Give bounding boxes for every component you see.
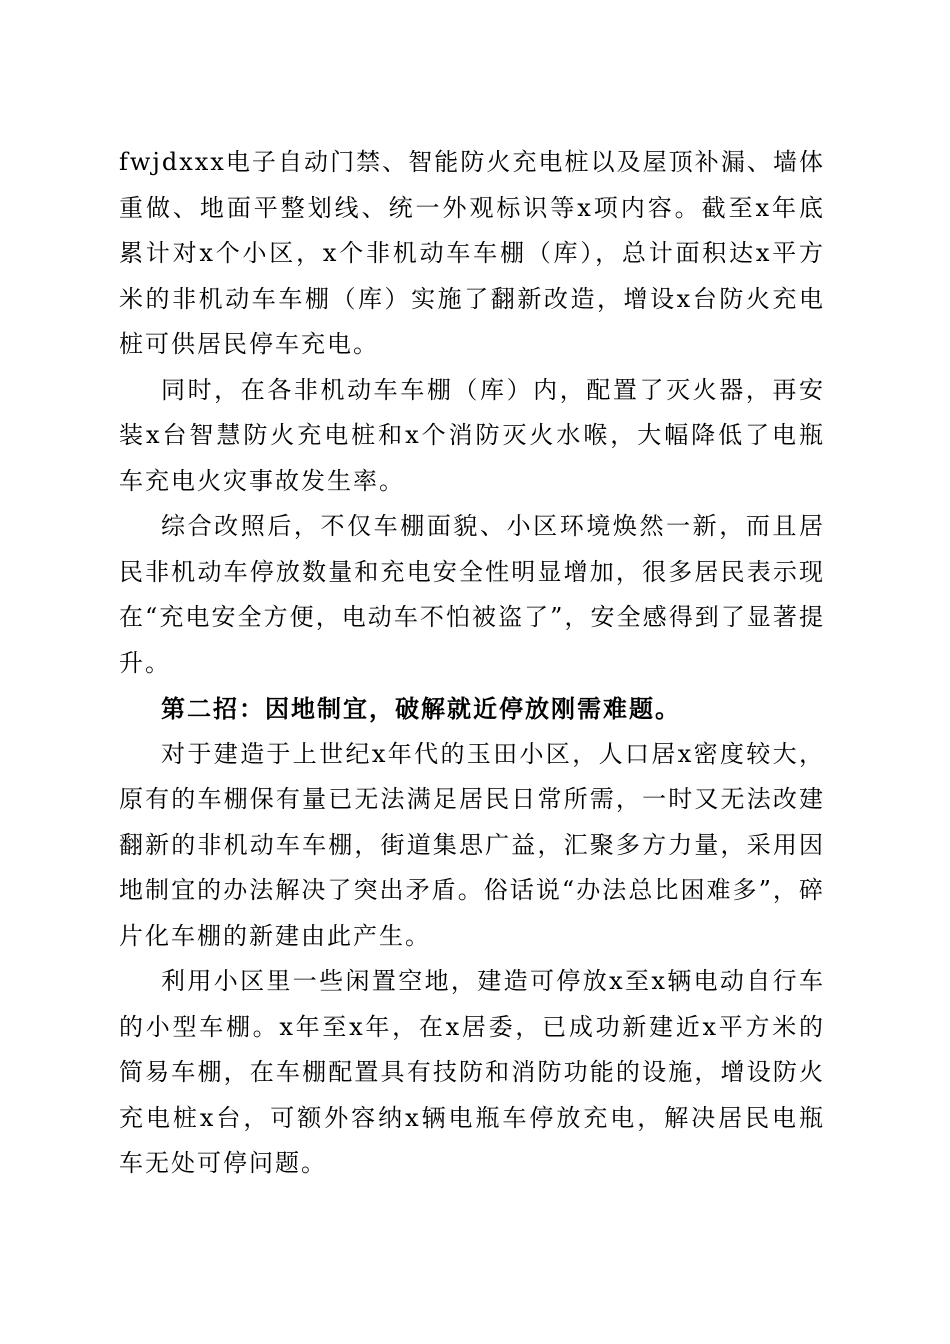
paragraph-new-sheds: 利用小区里一些闲置空地，建造可停放x至x辆电动自行车的小型车棚。x年至x年，在x居委，已成功新建近x平方米的简易车棚，在车棚配置具有技防和消防功能的设施，增设防火充电桩x台，可额外容纳x辆电瓶车停放充电，解决居民电瓶车无处可停问题。	[119, 967, 825, 1177]
section-heading-second-move: 第二招：因地制宜，破解就近停放刚需难题。	[161, 694, 681, 723]
paragraph-yutian-community: 对于建造于上世纪x年代的玉田小区，人口居x密度较大，原有的车棚保有量已无法满足居民日常所需，一时又无法改建翻新的非机动车车棚，街道集思广益，汇聚多方力量，采用因地制宜的办法解决了突出矛盾。俗话说“办法总比困难多”，碎片化车棚的新建由此产生。	[119, 739, 825, 950]
paragraph-fire-equipment: 同时，在各非机动车车棚（库）内，配置了灭火器，再安装x台智慧防火充电桩和x个消防灭火水喉，大幅降低了电瓶车充电火灾事故发生率。	[119, 375, 825, 495]
paragraph-continuation: fwjdxxx电子自动门禁、智能防火充电桩以及屋顶补漏、墙体重做、地面平整划线、统一外观标识等x项内容。截至x年底累计对x个小区，x个非机动车车棚（库），总计面积达x平方米的非机动车车棚（库）实施了翻新改造，增设x台防火充电桩可供居民停车充电。	[119, 148, 825, 358]
paragraph-results: 综合改照后，不仅车棚面貌、小区环境焕然一新，而且居民非机动车停放数量和充电安全性明显增加，很多居民表示现在“充电安全方便，电动车不怕被盗了”，安全感得到了显著提升。	[119, 512, 825, 677]
document-body	[119, 140, 825, 1187]
